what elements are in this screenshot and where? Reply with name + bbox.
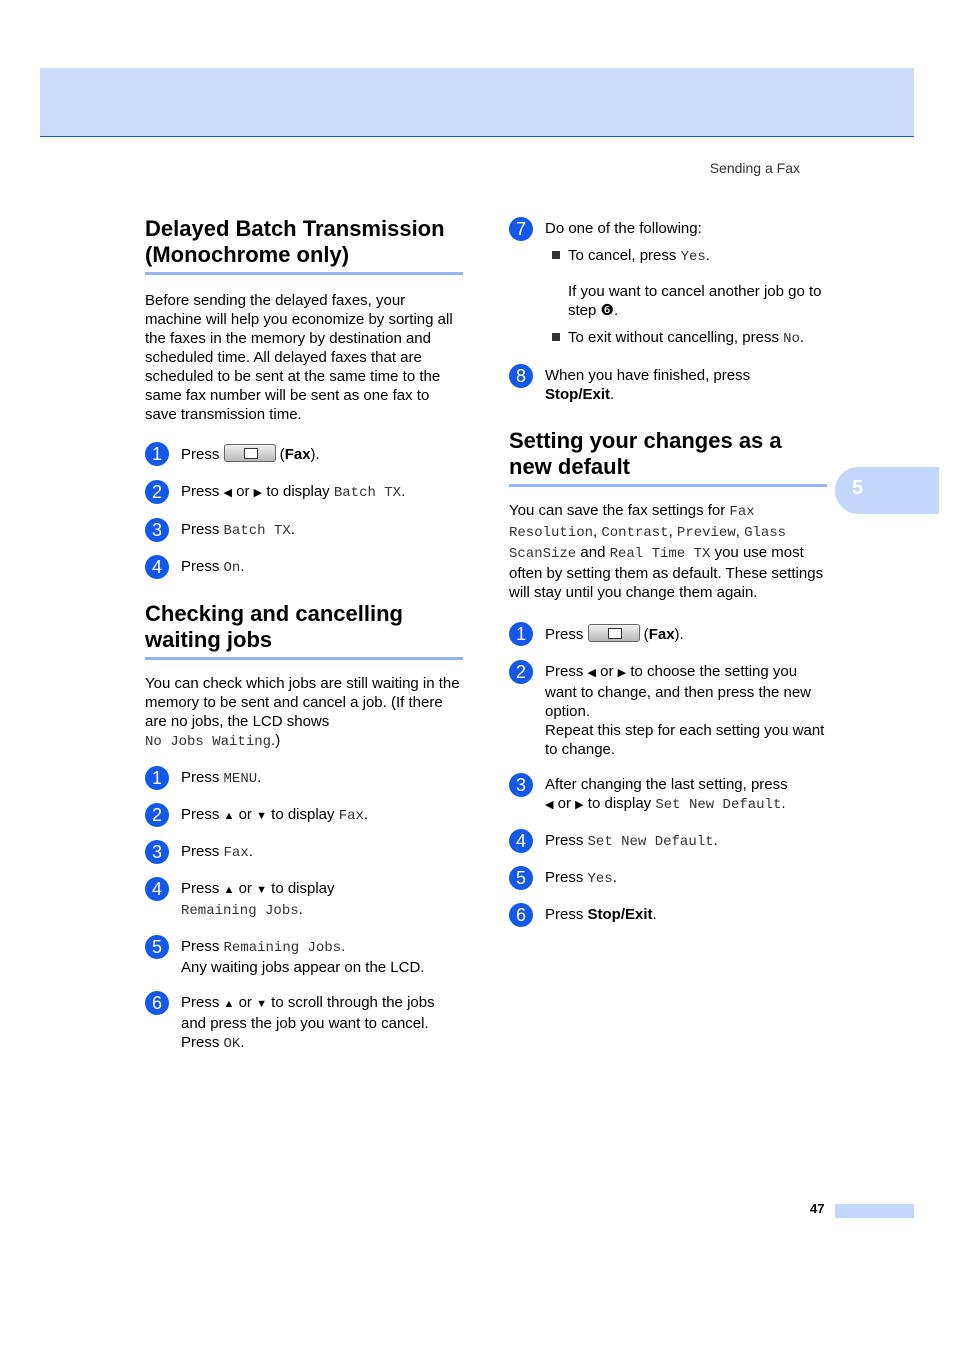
down-arrow-icon: ▼ xyxy=(256,998,267,1010)
step-number: 1 xyxy=(509,622,533,646)
right-arrow-icon: ▶ xyxy=(575,799,584,811)
lcd-text: Fax xyxy=(338,808,364,824)
chapter-tab xyxy=(835,467,939,514)
step-4: 4 Press On. xyxy=(145,557,463,578)
step-number: 2 xyxy=(509,660,533,684)
fax-key-label: Fax xyxy=(648,626,675,643)
step-4: 4 Press Set New Default. xyxy=(509,831,827,852)
step-7: 7 Do one of the following: To cancel, press Yes. If you want to cancel another job go to step ❻. To exit without cancelling, press No. xyxy=(509,219,827,349)
down-arrow-icon: ▼ xyxy=(256,884,267,896)
step-1: 1 Press (Fax). xyxy=(145,444,463,464)
right-arrow-icon: ▶ xyxy=(617,667,627,679)
step-number: 7 xyxy=(509,217,533,241)
step-5: 5 Press Yes. xyxy=(509,868,827,889)
section-title-delayed-batch: Delayed Batch Transmission (Monochrome only) xyxy=(145,216,463,275)
checking-intro: You can check which jobs are still waiting in the memory to be sent and cancel a job. (If there are no jobs, the LCD shows No Jobs Waiting.) xyxy=(145,675,460,750)
step-number: 3 xyxy=(145,840,169,864)
running-title: Sending a Fax xyxy=(709,160,800,176)
step-2: 2 Press ▲ or ▼ to display Fax. xyxy=(145,805,463,826)
step-1: 1 Press (Fax). xyxy=(509,624,827,644)
lcd-text: Fax xyxy=(223,845,249,861)
step-4: 4 Press ▲ or ▼ to display Remaining Jobs. xyxy=(145,879,463,921)
lcd-text: Batch TX xyxy=(333,485,402,501)
step-number: 4 xyxy=(509,829,533,853)
page-number: 47 xyxy=(810,1201,825,1216)
section-title-checking: Checking and cancelling waiting jobs xyxy=(145,601,463,660)
step-ref: ❻ xyxy=(600,302,614,319)
header-band xyxy=(40,68,914,137)
step-number: 1 xyxy=(145,442,169,466)
step-5: 5 Press Remaining Jobs. Any waiting jobs appear on the LCD. xyxy=(145,937,463,977)
step-number: 3 xyxy=(509,773,533,797)
chapter-number: 5 xyxy=(852,477,864,499)
step-number: 2 xyxy=(145,480,169,504)
delayed-batch-intro: Before sending the delayed faxes, your machine will help you economize by sorting all the faxes in the memory by destination and scheduled time. All delayed faxes that are scheduled to be sent at the same time to the same fax number will be sent as one fax to save transmission time. xyxy=(145,292,453,423)
lcd-text: Remaining Jobs xyxy=(181,903,299,919)
footer-bar xyxy=(835,1204,914,1218)
step-3: 3 Press Fax. xyxy=(145,842,463,863)
lcd-text: Batch TX xyxy=(223,523,291,539)
left-column xyxy=(145,216,463,1054)
step-6: 6 Press Stop/Exit. xyxy=(509,905,827,924)
right-column xyxy=(509,213,827,924)
lcd-text: OK xyxy=(223,1036,241,1052)
step-8: 8 When you have finished, press Stop/Exit. xyxy=(509,366,827,404)
fax-key-icon xyxy=(588,624,640,642)
lcd-text: No Jobs Waiting xyxy=(145,734,272,750)
step-1: 1 Press MENU. xyxy=(145,768,463,789)
up-arrow-icon: ▲ xyxy=(223,810,235,822)
option-exit: To exit without cancelling, press No. xyxy=(545,328,827,349)
step-number: 5 xyxy=(509,866,533,890)
lcd-text: Set New Default xyxy=(655,797,782,813)
lcd-text: Yes xyxy=(680,249,706,265)
lcd-text: Set New Default xyxy=(587,834,714,850)
new-default-intro: You can save the fax settings for Fax Resolution, Contrast, Preview, Glass ScanSize and Real Time TX you use most often by setting them as default. These settings will stay until you change them again. xyxy=(509,502,824,601)
lcd-text: No xyxy=(783,331,800,347)
section-title-new-default: Setting your changes as a new default xyxy=(509,428,827,487)
left-arrow-icon: ◀ xyxy=(545,799,554,811)
left-arrow-icon: ◀ xyxy=(587,667,596,679)
step-2: 2 Press ◀ or ▶ to choose the setting you want to change, and then press the new option. Repeat this step for each setting you want to change. xyxy=(509,662,827,759)
left-arrow-icon: ◀ xyxy=(223,487,232,499)
step-number: 3 xyxy=(145,518,169,542)
down-arrow-icon: ▼ xyxy=(256,810,267,822)
stop-exit-key: Stop/Exit xyxy=(545,386,611,403)
fax-key-icon xyxy=(224,444,276,462)
up-arrow-icon: ▲ xyxy=(223,998,235,1010)
lcd-text: Yes xyxy=(587,871,613,887)
step-number: 6 xyxy=(145,991,169,1015)
step-number: 1 xyxy=(145,766,169,790)
lcd-text: On xyxy=(223,560,241,576)
step-number: 2 xyxy=(145,803,169,827)
step-3: 3 After changing the last setting, press ◀ or ▶ to display Set New Default. xyxy=(509,775,827,815)
lcd-text: Remaining Jobs xyxy=(223,940,342,956)
up-arrow-icon: ▲ xyxy=(223,884,235,896)
step-6: 6 Press ▲ or ▼ to scroll through the jobs and press the job you want to cancel. Press OK. xyxy=(145,993,463,1054)
fax-key-label: Fax xyxy=(284,446,311,463)
stop-exit-key: Stop/Exit xyxy=(587,906,653,923)
option-cancel: To cancel, press Yes. If you want to cancel another job go to step ❻. xyxy=(545,246,827,320)
step-number: 6 xyxy=(509,903,533,927)
step-number: 4 xyxy=(145,555,169,579)
step-number: 5 xyxy=(145,935,169,959)
lcd-text: MENU xyxy=(223,771,258,787)
step-number: 8 xyxy=(509,364,533,388)
step-3: 3 Press Batch TX. xyxy=(145,520,463,541)
step-number: 4 xyxy=(145,877,169,901)
step-2: 2 Press ◀ or ▶ to display Batch TX. xyxy=(145,482,463,503)
right-arrow-icon: ▶ xyxy=(253,487,263,499)
